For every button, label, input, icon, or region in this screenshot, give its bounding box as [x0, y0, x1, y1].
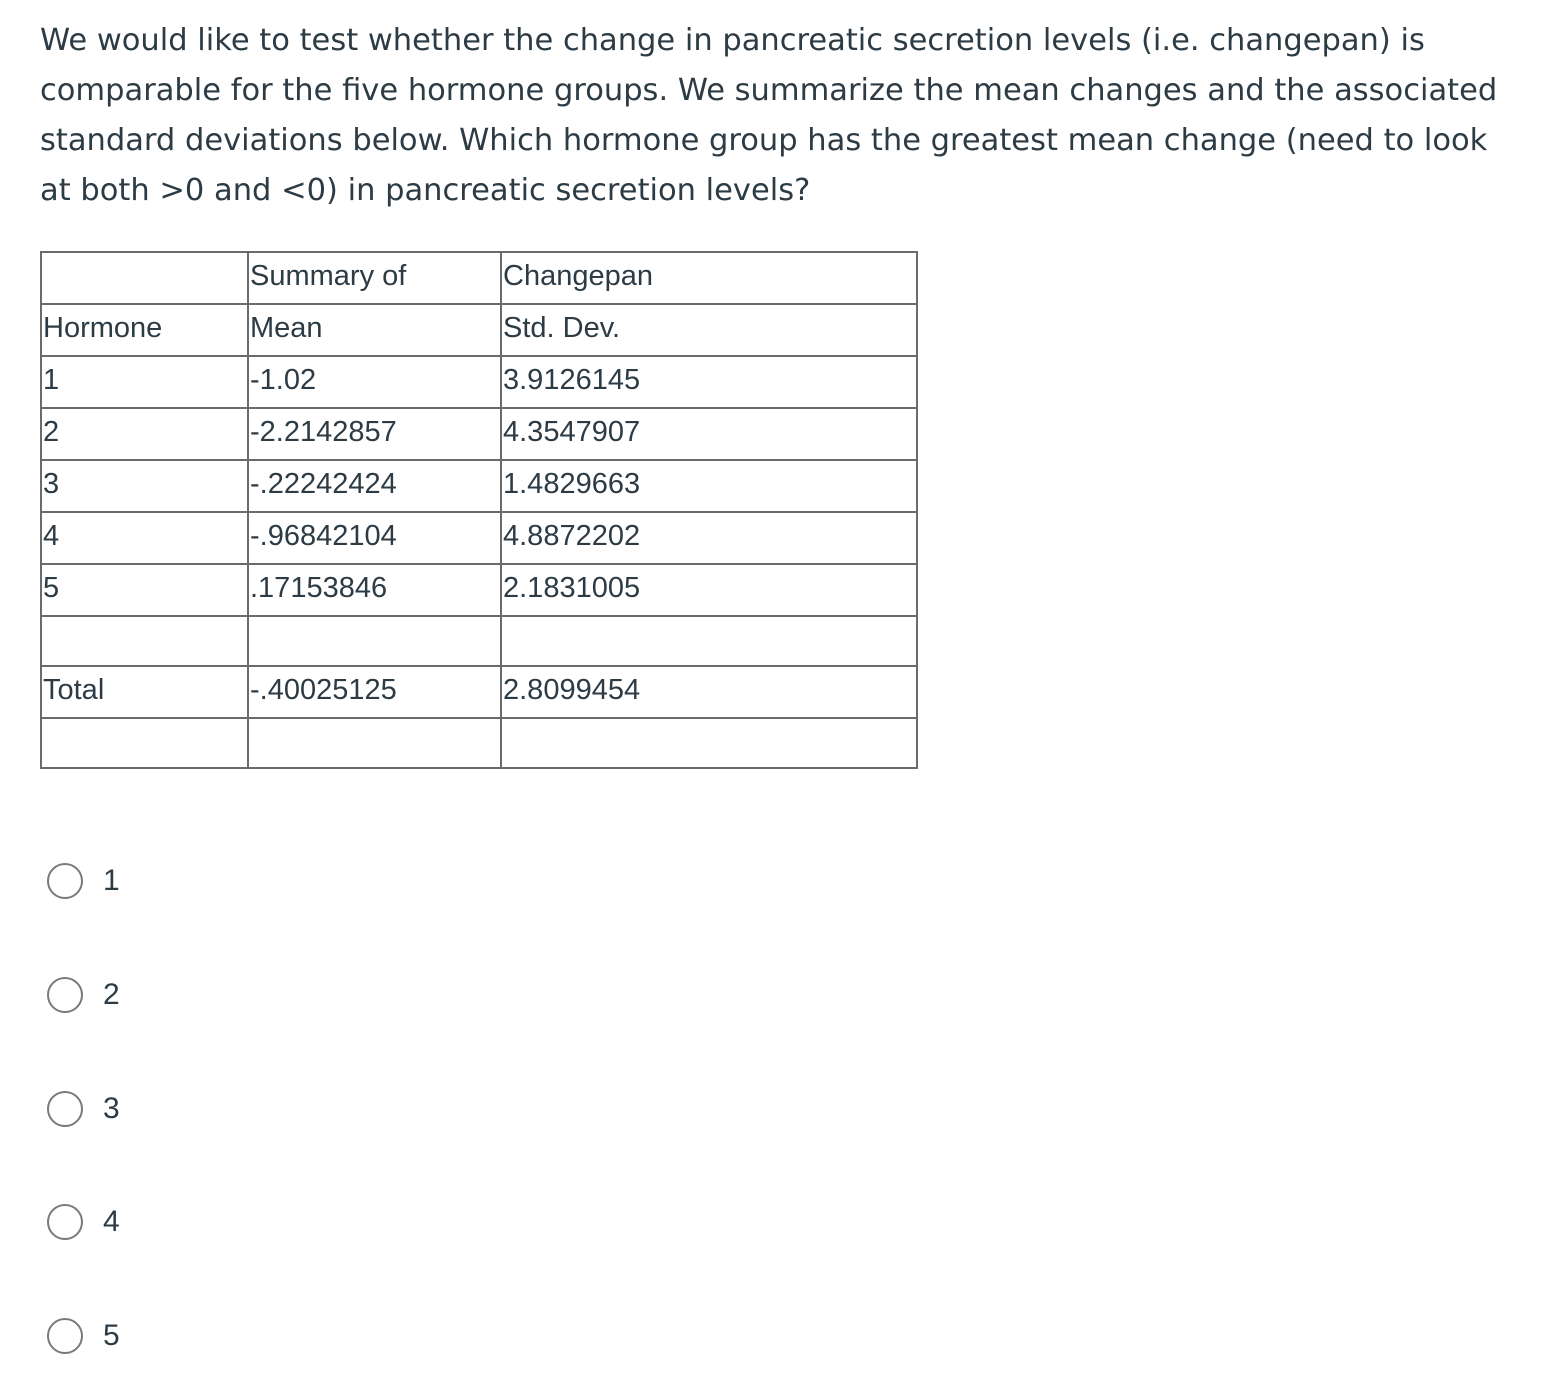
radio-button[interactable]	[47, 1204, 83, 1240]
table-row	[41, 304, 917, 356]
table-cell: -1.02	[250, 364, 317, 396]
table-row	[41, 252, 917, 304]
table-cell: Mean	[250, 312, 323, 344]
table-cell: Hormone	[43, 312, 163, 344]
table-cell: 2.1831005	[503, 572, 641, 604]
table-cell: -2.2142857	[250, 416, 397, 448]
radio-button[interactable]	[47, 977, 83, 1013]
table-cell: 4	[43, 520, 60, 552]
table-cell: 3.9126145	[503, 364, 641, 396]
answer-label: 2	[103, 978, 120, 1011]
answer-label: 5	[103, 1319, 120, 1352]
answer-option-5[interactable]	[47, 1313, 120, 1359]
table-cell: Std. Dev.	[503, 312, 621, 344]
answer-option-2[interactable]	[47, 972, 120, 1018]
answer-option-4[interactable]	[47, 1199, 120, 1245]
table-cell: 3	[43, 468, 60, 500]
table-cell: 2	[43, 416, 60, 448]
table-cell: 1	[43, 364, 60, 396]
table-row	[41, 564, 917, 616]
table-cell: -.40025125	[250, 674, 397, 706]
table-row	[41, 666, 917, 718]
table-cell: Changepan	[503, 260, 653, 292]
table-cell: 1.4829663	[503, 468, 641, 500]
table-row	[41, 408, 917, 460]
question-text: We would like to test whether the change in pancreatic secretion levels (i.e. changepan) is comparable for the five hormone groups. We summarize the mean changes and the associated standard deviations below. Which hormone group has the greatest mean change (need to look at both >0 and <0) in pancreatic secretion levels?	[40, 23, 1498, 208]
table-row	[41, 460, 917, 512]
radio-button[interactable]	[47, 863, 83, 899]
table-cell: 5	[43, 572, 60, 604]
answer-label: 4	[103, 1205, 120, 1238]
radio-button[interactable]	[47, 1091, 83, 1127]
table-cell: 4.3547907	[503, 416, 641, 448]
answer-label: 3	[103, 1092, 120, 1125]
answer-option-1[interactable]	[47, 858, 120, 904]
answer-option-3[interactable]	[47, 1086, 120, 1132]
table-row	[41, 512, 917, 564]
summary-table	[40, 251, 918, 769]
table-row	[41, 718, 917, 768]
table-row	[41, 616, 917, 666]
table-cell: -.22242424	[250, 468, 397, 500]
table-cell: Summary of	[250, 260, 407, 292]
table-cell: 4.8872202	[503, 520, 641, 552]
radio-button[interactable]	[47, 1318, 83, 1354]
table-cell: -.96842104	[250, 520, 397, 552]
answer-label: 1	[103, 864, 120, 897]
table-row	[41, 356, 917, 408]
table-cell: 2.8099454	[503, 674, 641, 706]
table-cell: Total	[43, 674, 105, 706]
table-cell: .17153846	[250, 572, 388, 604]
